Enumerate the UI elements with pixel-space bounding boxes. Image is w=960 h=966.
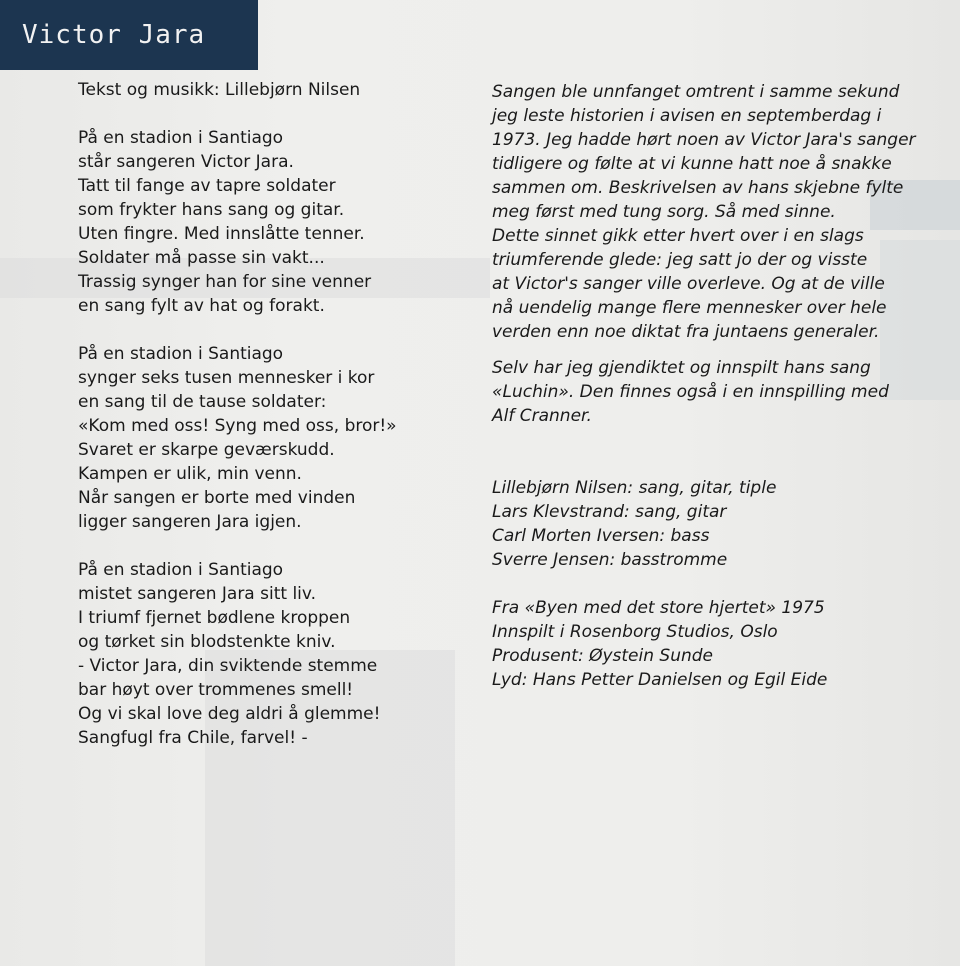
lyric-line: - Victor Jara, din sviktende stemme (78, 656, 378, 676)
lyrics-column (78, 78, 478, 750)
lyric-line: På en stadion i Santiago (78, 344, 284, 364)
text-line: sammen om. Beskrivelsen av hans skjebne fylte (492, 178, 904, 198)
lyric-line: Når sangen er borte med vinden (78, 488, 356, 508)
stanza-1 (78, 126, 478, 318)
text-line: «Luchin». Den finnes også i en innspilling med (492, 382, 889, 402)
text-line: at Victor's sanger ville overleve. Og at de ville (492, 274, 885, 294)
lyric-line: Og vi skal love deg aldri å glemme! (78, 704, 381, 724)
lyric-line: På en stadion i Santiago (78, 128, 284, 148)
lyric-line: Svaret er skarpe geværskudd. (78, 440, 335, 460)
stanza-3 (78, 558, 478, 750)
translation-paragraph (492, 356, 892, 428)
lyric-line: Kampen er ulik, min venn. (78, 464, 302, 484)
text-line: Selv har jeg gjendiktet og innspilt hans sang (492, 358, 871, 378)
credit-line: Lars Klevstrand: sang, gitar (492, 502, 727, 522)
lyric-line: På en stadion i Santiago (78, 560, 284, 580)
background-paragraph (492, 80, 916, 344)
credit-line: Lillebjørn Nilsen: sang, gitar, tiple (492, 478, 777, 498)
lyric-line: mistet sangeren Jara sitt liv. (78, 584, 317, 604)
text-line: Dette sinnet gikk etter hvert over i en slags (492, 226, 864, 246)
text-line: Alf Cranner. (492, 406, 592, 426)
production-line: Innspilt i Rosenborg Studios, Oslo (492, 622, 778, 642)
credit-line: Sverre Jensen: basstromme (492, 550, 728, 570)
lyric-line: en sang fylt av hat og forakt. (78, 296, 325, 316)
musician-credits (492, 476, 892, 572)
lyric-line: som frykter hans sang og gitar. (78, 200, 345, 220)
title-banner (0, 0, 258, 70)
text-line: Sangen ble unnfanget omtrent i samme sekund (492, 82, 900, 102)
credit-line: Carl Morten Iversen: bass (492, 526, 710, 546)
text-line: 1973. Jeg hadde hørt noen av Victor Jara's sanger (492, 130, 916, 150)
production-line: Lyd: Hans Petter Danielsen og Egil Eide (492, 670, 828, 690)
lyric-line: og tørket sin blodstenkte kniv. (78, 632, 336, 652)
lyric-line: «Kom med oss! Syng med oss, bror!» (78, 416, 397, 436)
text-line: verden enn noe diktat fra juntaens generaler. (492, 322, 880, 342)
lyric-line: I triumf fjernet bødlene kroppen (78, 608, 351, 628)
page-title: Victor Jara (22, 20, 206, 50)
text-line: meg først med tung sorg. Så med sinne. (492, 202, 836, 222)
lyric-line: en sang til de tause soldater: (78, 392, 327, 412)
lyric-line: synger seks tusen mennesker i kor (78, 368, 375, 388)
lyric-line: står sangeren Victor Jara. (78, 152, 294, 172)
credit-header: Tekst og musikk: Lillebjørn Nilsen (78, 80, 361, 100)
notes-column (492, 80, 916, 692)
lyric-line: Uten fingre. Med innslåtte tenner. (78, 224, 365, 244)
text-line: triumferende glede: jeg satt jo der og visste (492, 250, 868, 270)
lyric-line: bar høyt over trommenes smell! (78, 680, 354, 700)
text-line: tidligere og følte at vi kunne hatt noe å snakke (492, 154, 892, 174)
lyric-line: Trassig synger han for sine venner (78, 272, 372, 292)
stanza-2 (78, 342, 478, 534)
production-credits (492, 596, 892, 692)
lyric-line: Sangfugl fra Chile, farvel! - (78, 728, 308, 748)
lyric-line: Tatt til fange av tapre soldater (78, 176, 336, 196)
production-line: Fra «Byen med det store hjertet» 1975 (492, 598, 825, 618)
text-line: nå uendelig mange flere mennesker over hele (492, 298, 887, 318)
text-line: jeg leste historien i avisen en septemberdag i (492, 106, 882, 126)
lyric-line: ligger sangeren Jara igjen. (78, 512, 302, 532)
production-line: Produsent: Øystein Sunde (492, 646, 714, 666)
lyric-line: Soldater må passe sin vakt... (78, 248, 325, 268)
bleed-through-strip (880, 240, 960, 400)
